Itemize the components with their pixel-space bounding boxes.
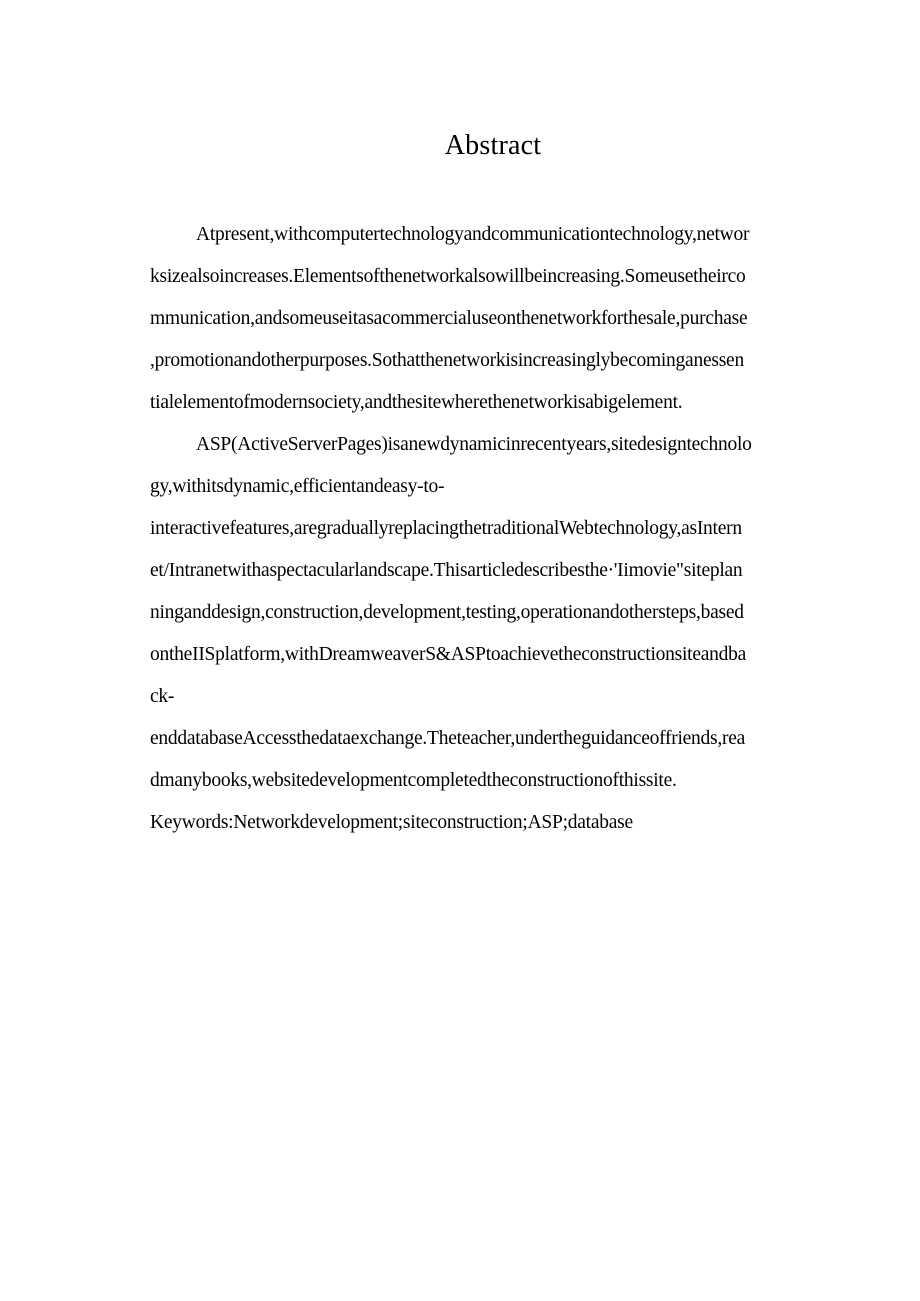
paragraph-2-line-7: ck- [150, 686, 175, 707]
paragraph-1-line-3: mmunication,andsomeuseitasacommercialuseonthenetworkforthesale,purchase [150, 308, 748, 329]
keywords-line: Keywords:Networkdevelopment;siteconstruction;ASP;database [150, 812, 633, 833]
abstract-title: Abstract [444, 130, 542, 161]
paragraph-1-line-2: ksizealsoincreases.Elementsofthenetworkalsowillbeincreasing.Someusetheirco [150, 266, 746, 287]
paragraph-2-line-6: ontheIISplatform,withDreamweaverS&ASPtoachievetheconstructionsiteandba [150, 644, 747, 665]
paragraph-2-line-8: enddatabaseAccessthedataexchange.Theteacher,undertheguidanceoffriends,rea [150, 728, 746, 749]
paragraph-2-line-3: interactivefeatures,aregraduallyreplacingthetraditionalWebtechnology,asIntern [150, 518, 742, 539]
paragraph-1-line-5: tialelementofmodernsociety,andthesitewherethenetworkisabigelement. [150, 392, 683, 413]
paragraph-2-line-2: gy,withitsdynamic,efficientandeasy-to- [150, 476, 445, 497]
paragraph-2-line-9: dmanybooks,websitedevelopmentcompletedtheconstructionofthissite. [150, 770, 677, 791]
paragraph-2-line-4: et/Intranetwithaspectacularlandscape.Thisarticledescribesthe·'Iimovie"siteplan [150, 560, 743, 581]
paragraph-1-line-4: ,promotionandotherpurposes.Sothatthenetworkisincreasinglybecominganessen [150, 350, 744, 371]
paragraph-2-line-1: ASP(ActiveServerPages)isanewdynamicinrecentyears,sitedesigntechnolo [196, 434, 752, 455]
paragraph-1-line-1: Atpresent,withcomputertechnologyandcommunicationtechnology,networ [196, 224, 750, 245]
paragraph-2-line-5: ninganddesign,construction,development,testing,operationandothersteps,based [150, 602, 744, 623]
